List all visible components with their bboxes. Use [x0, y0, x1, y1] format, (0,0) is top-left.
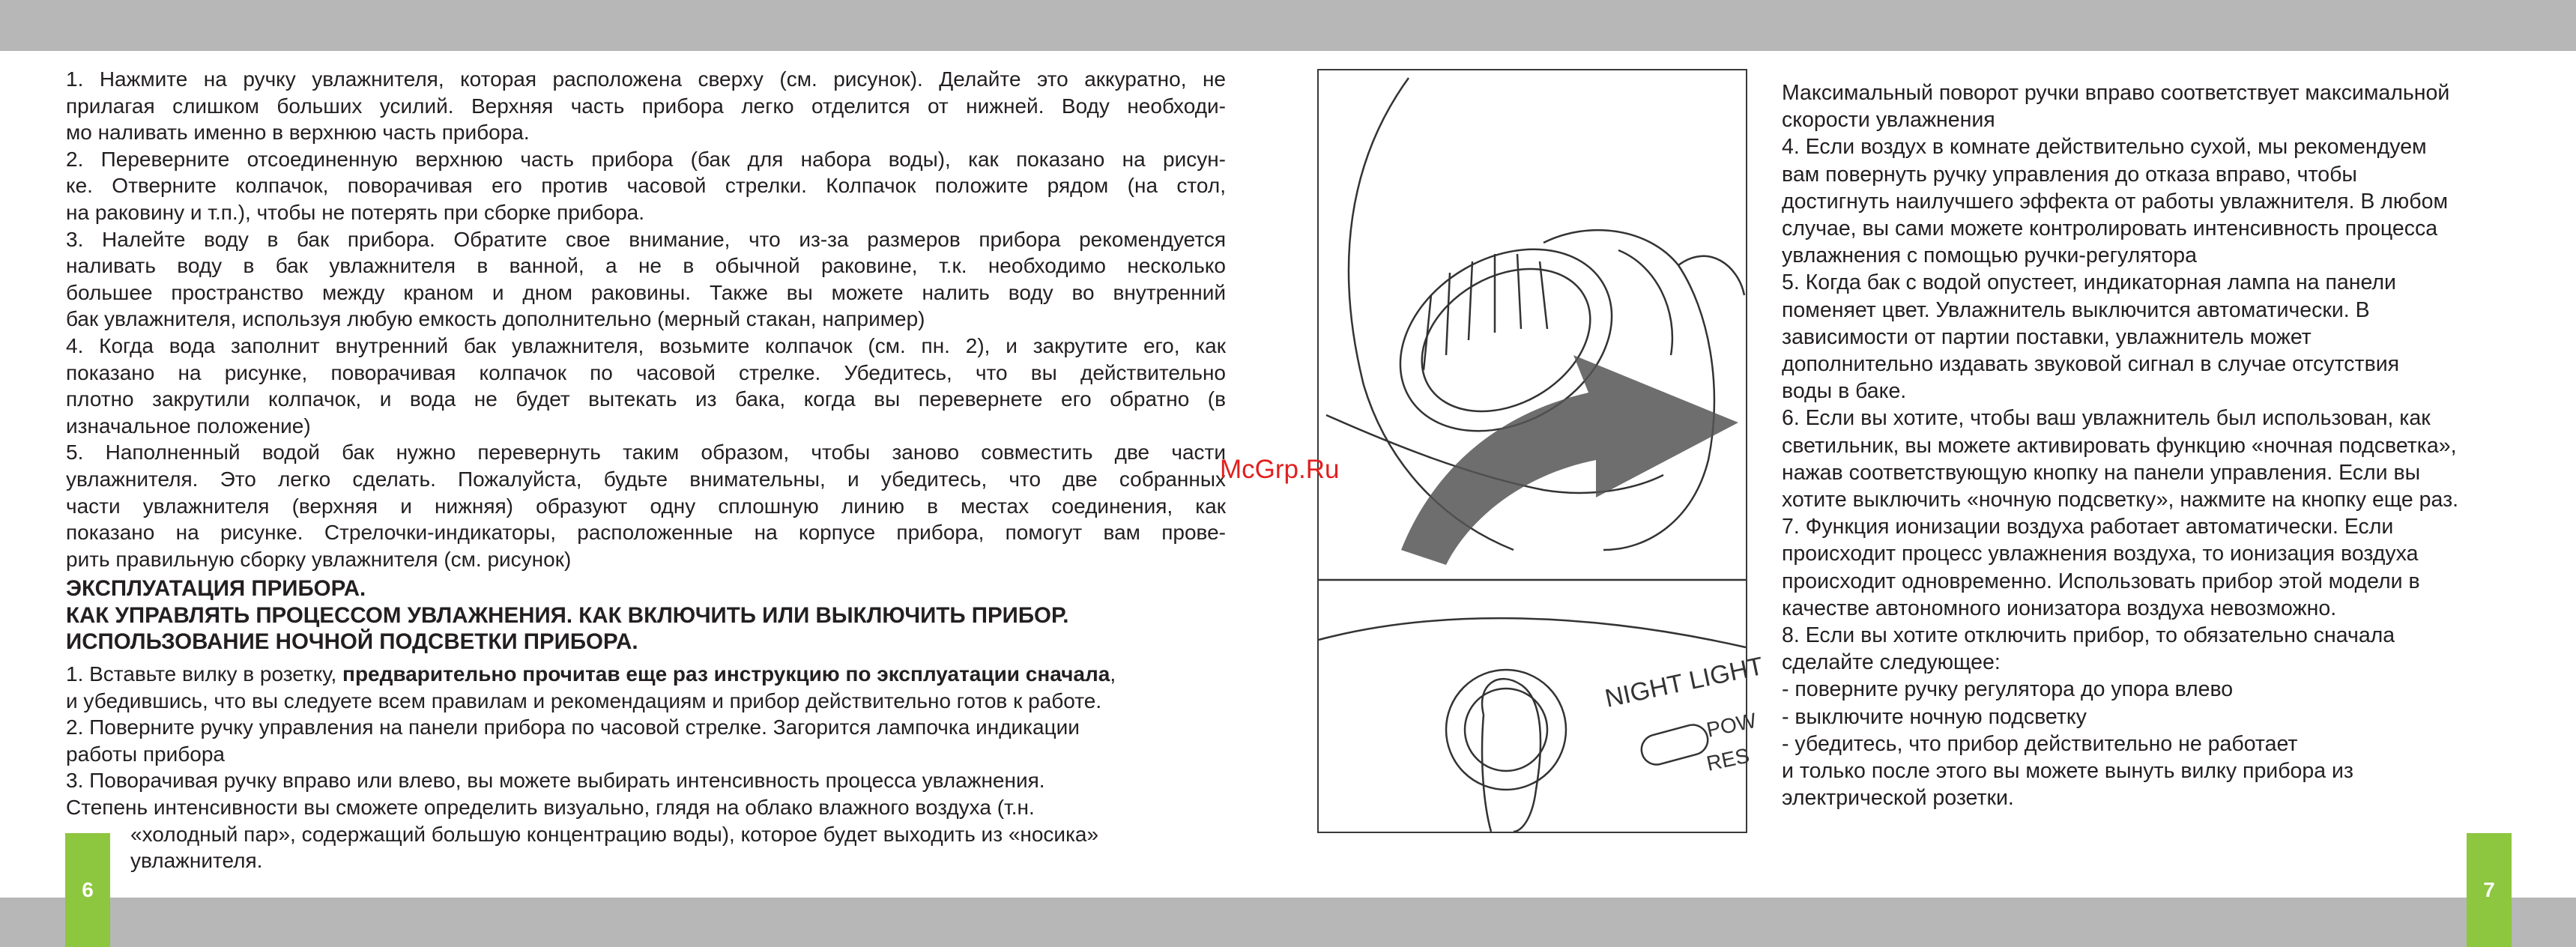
section-heading	[66, 575, 1226, 656]
text-line: качестве автономного ионизатора воздуха невозможно.	[1782, 596, 2337, 620]
text-line: 3. Налейте воду в бак прибора. Обратите свое внимание, что из-за размеров прибора рекомендуется	[66, 227, 1226, 251]
text-line: большее пространство между краном и дном раковины. Также вы можете налить воду во внутренний	[66, 280, 1226, 304]
text-line: и убедившись, что вы следуете всем правилам и рекомендациям и прибор действительно готов к работе.	[66, 689, 1102, 712]
text-line: 4. Если воздух в комнате действительно сухой, мы рекомендуем	[1782, 135, 2427, 160]
text-line: 2. Поверните ручку управления на панели прибора по часовой стрелке. Загорится лампочка индикации	[66, 715, 1080, 739]
rotation-arrow	[1401, 355, 1738, 565]
text-line: 1. Нажмите на ручку увлажнителя, которая расположена сверху (см. рисунок). Делайте это аккуратно, не	[66, 67, 1226, 91]
text-line: 4. Когда вода заполнит внутренний бак увлажнителя, возьмите колпачок (см. пн. 2), и закрутите его, как	[66, 333, 1226, 357]
text-line: происходит одновременно. Использовать прибор этой модели в	[1782, 569, 2420, 593]
power-label-top: POW	[1704, 708, 1759, 742]
text-line: светильник, вы можете активировать функцию «ночная подсветка»,	[1782, 433, 2457, 458]
text-line: части увлажнителя (верхняя и нижняя) образуют одну сплошную линию в местах соединения, как	[66, 494, 1226, 518]
text-line: наливать воду в бак увлажнителя в ванной, а не в обычной раковине, т.к. необходимо несколько	[66, 254, 1226, 278]
text-line: - поверните ручку регулятора до упора влево	[1782, 677, 2234, 702]
text-line: 1. Вставьте вилку в розетку, предварительно прочитав еще раз инструкцию по эксплуатации сначала,	[66, 662, 1116, 686]
text-line: поменяет цвет. Увлажнитель выключится автоматически. В	[1782, 297, 2370, 322]
text-line: 5. Когда бак с водой опустеет, индикаторная лампа на панели	[1782, 270, 2396, 295]
text-line: - выключите ночную подсветку	[1782, 704, 2087, 729]
text-line: изначальное положение)	[66, 414, 311, 438]
text-line: электрической розетки.	[1782, 786, 2014, 811]
illustration-figure	[1317, 69, 1766, 833]
page-number-right: 7	[2467, 833, 2512, 947]
heading-line: ЭКСПЛУАТАЦИЯ ПРИБОРА.	[66, 576, 366, 601]
text-line: на раковину и т.п.), чтобы не потерять при сборке прибора.	[66, 200, 644, 224]
heading-line: КАК УПРАВЛЯТЬ ПРОЦЕССОМ УВЛАЖНЕНИЯ. КАК ВКЛЮЧИТЬ ИЛИ ВЫКЛЮЧИТЬ ПРИБОР.	[66, 602, 1069, 628]
finger-outline	[1482, 679, 1541, 832]
text-line: - убедитесь, что прибор действительно не работает	[1782, 731, 2298, 756]
text-line: 6. Если вы хотите, чтобы ваш увлажнитель был использован, как	[1782, 406, 2431, 431]
text-line: 3. Поворачивая ручку вправо или влево, вы можете выбирать интенсивность процесса увлажнения.	[66, 769, 1045, 793]
text-line: вам повернуть ручку управления до отказа вправо, чтобы	[1782, 162, 2357, 187]
instructions-continued	[1782, 79, 2516, 811]
text-line: хотите выключить «ночную подсветку», нажмите на кнопку еще раз.	[1782, 488, 2459, 512]
text-line: и только после этого вы можете вынуть вилку прибора из	[1782, 759, 2354, 784]
watermark: McGrp.Ru	[1220, 455, 1340, 484]
page-number-left: 6	[65, 833, 110, 947]
text-line: мо наливать именно в верхнюю часть прибора.	[66, 121, 530, 145]
instructions-operation	[66, 661, 1226, 874]
text-line: показано на рисунке, поворачивая колпачок по часовой стрелке. Убедитесь, что вы действительно	[66, 360, 1226, 384]
text-line: 7. Функция ионизации воздуха работает автоматически. Если	[1782, 515, 2394, 539]
text-line: работы прибора	[66, 742, 225, 766]
instructions-assembly	[66, 66, 1226, 572]
heading-line: ИСПОЛЬЗОВАНИЕ НОЧНОЙ ПОДСВЕТКИ ПРИБОРА.	[66, 629, 638, 655]
text-line: плотно закрутили колпачок, и вода не будет вытекать из бака, когда вы перевернете его обратно (в	[66, 387, 1226, 411]
text-line: прилагая слишком больших усилий. Верхняя часть прибора легко отделится от нижней. Воду необходи-	[66, 94, 1226, 118]
power-button	[1638, 721, 1711, 768]
text-line: сделайте следующее:	[1782, 650, 2001, 675]
text-line: показано на рисунке. Стрелочки-индикаторы, расположенные на корпусе прибора, помогут вам прове-	[66, 521, 1226, 545]
power-label-bottom: RES	[1704, 743, 1752, 775]
text-line: происходит процесс увлажнения воздуха, то ионизация воздуха	[1782, 542, 2419, 566]
text-line: зависимости от партии поставки, увлажнитель может	[1782, 324, 2312, 349]
text-line: 8. Если вы хотите отключить прибор, то обязательно сначала	[1782, 623, 2395, 648]
text-line: бак увлажнителя, используя любую емкость дополнительно (мерный стакан, например)	[66, 307, 925, 331]
text-line: «холодный пар», содержащий большую концентрацию воды), которое будет выходить из «носика»	[130, 822, 1099, 846]
text-line: воды в баке.	[1782, 379, 1907, 404]
text-line: увлажнителя. Это легко сделать. Пожалуйста, будьте внимательны, и убедитесь, что две собранных	[66, 467, 1226, 491]
text-line: ке. Отверните колпачок, поворачивая его против часовой стрелки. Колпачок положите рядом (на стол,	[66, 174, 1226, 198]
text-line: случае, вы сами можете контролировать интенсивность процесса	[1782, 217, 2438, 241]
bold-text: предварительно прочитав еще раз инструкцию по эксплуатации сначала	[342, 662, 1110, 686]
text-line: рить правильную сборку увлажнителя (см. рисунок)	[66, 547, 572, 571]
text-line: достигнуть наилучшего эффекта от работы увлажнителя. В любом	[1782, 189, 2449, 214]
text-line: увлажнителя.	[130, 849, 263, 873]
bottom-bar	[0, 898, 2576, 947]
night-light-label: NIGHT LIGHT	[1602, 652, 1766, 713]
text-line: увлажнения с помощью ручки-регулятора	[1782, 243, 2197, 268]
illustration-svg	[1319, 70, 1766, 832]
text-line: Максимальный поворот ручки вправо соответствует максимальной	[1782, 81, 2450, 105]
text-line: скорости увлажнения	[1782, 108, 1995, 133]
text-line: 5. Наполненный водой бак нужно перевернуть таким образом, чтобы заново совместить две части	[66, 441, 1226, 465]
text-line: Степень интенсивности вы сможете определить визуально, глядя на облако влажного воздуха (т.н.	[66, 795, 1035, 819]
top-bar	[0, 0, 2576, 51]
text-line: нажав соответствующую кнопку на панели управления. Если вы	[1782, 460, 2421, 485]
text-line: дополнительно издавать звуковой сигнал в случае отсутствия	[1782, 352, 2400, 377]
text-line: 2. Переверните отсоединенную верхнюю часть прибора (бак для набора воды), как показано на рисун-	[66, 147, 1226, 171]
